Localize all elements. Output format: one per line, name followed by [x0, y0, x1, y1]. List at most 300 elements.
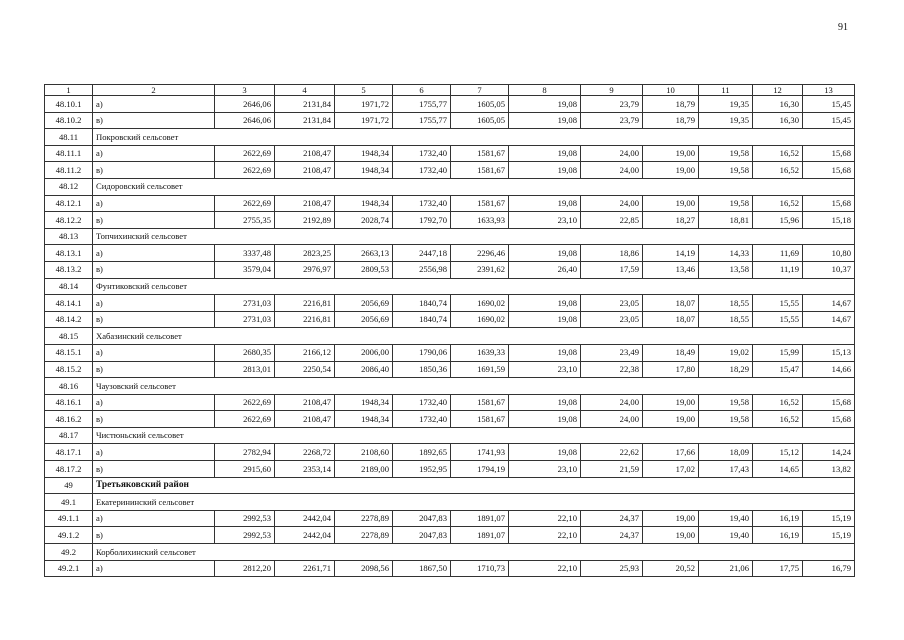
value-cell: 15,19 — [803, 510, 855, 527]
value-cell: 2622,69 — [215, 162, 275, 179]
value-cell: 2809,53 — [335, 261, 393, 278]
value-cell: 1690,02 — [451, 311, 509, 328]
value-cell: 17,02 — [643, 461, 699, 478]
value-cell: 2028,74 — [335, 212, 393, 229]
value-cell: 15,68 — [803, 162, 855, 179]
section-name: Сидоровский сельсовет — [93, 178, 855, 195]
value-cell: 1581,67 — [451, 145, 509, 162]
section-row — [45, 328, 855, 345]
row-code: 48.15.2 — [45, 361, 93, 378]
value-cell: 16,52 — [753, 162, 803, 179]
value-cell: 2731,03 — [215, 311, 275, 328]
value-cell: 15,55 — [753, 311, 803, 328]
value-cell: 18,81 — [699, 212, 753, 229]
row-code: 49.1.1 — [45, 510, 93, 527]
value-cell: 18,07 — [643, 295, 699, 312]
value-cell: 14,67 — [803, 311, 855, 328]
section-name: Топчихинский сельсовет — [93, 228, 855, 245]
value-cell: 19,08 — [509, 344, 581, 361]
value-cell: 24,00 — [581, 145, 643, 162]
table-header-row — [45, 85, 855, 96]
value-cell: 19,08 — [509, 295, 581, 312]
row-code: 48.12.2 — [45, 212, 93, 229]
value-cell: 19,08 — [509, 145, 581, 162]
value-cell: 1581,67 — [451, 195, 509, 212]
header-cell: 6 — [393, 85, 451, 96]
value-cell: 15,19 — [803, 527, 855, 544]
value-cell: 15,96 — [753, 212, 803, 229]
value-cell: 1633,93 — [451, 212, 509, 229]
value-cell: 1971,72 — [335, 96, 393, 113]
row-code: 48.10.2 — [45, 112, 93, 129]
value-cell: 24,37 — [581, 510, 643, 527]
value-cell: 2250,54 — [275, 361, 335, 378]
section-name: Фунтиковский сельсовет — [93, 278, 855, 295]
value-cell: 16,52 — [753, 145, 803, 162]
row-label: а) — [93, 510, 215, 527]
row-code: 49.1 — [45, 494, 93, 511]
row-label: в) — [93, 261, 215, 278]
value-cell: 2108,47 — [275, 394, 335, 411]
value-cell: 2296,46 — [451, 245, 509, 262]
value-cell: 2813,01 — [215, 361, 275, 378]
value-cell: 1605,05 — [451, 96, 509, 113]
section-name: Хабазинский сельсовет — [93, 328, 855, 345]
value-cell: 2108,47 — [275, 145, 335, 162]
header-cell: 9 — [581, 85, 643, 96]
value-cell: 14,67 — [803, 295, 855, 312]
value-cell: 2189,00 — [335, 461, 393, 478]
row-code: 48.16.1 — [45, 394, 93, 411]
row-label: в) — [93, 361, 215, 378]
section-name: Екатерининский сельсовет — [93, 494, 855, 511]
value-cell: 2755,35 — [215, 212, 275, 229]
value-cell: 2166,12 — [275, 344, 335, 361]
section-name: Чистюньский сельсовет — [93, 427, 855, 444]
value-cell: 2782,94 — [215, 444, 275, 461]
value-cell: 13,82 — [803, 461, 855, 478]
value-cell: 19,58 — [699, 195, 753, 212]
value-cell: 1794,19 — [451, 461, 509, 478]
value-cell: 19,08 — [509, 411, 581, 428]
row-label: а) — [93, 295, 215, 312]
value-cell: 1755,77 — [393, 96, 451, 113]
value-cell: 16,30 — [753, 112, 803, 129]
value-cell: 19,00 — [643, 195, 699, 212]
row-label: в) — [93, 461, 215, 478]
value-cell: 17,80 — [643, 361, 699, 378]
value-cell: 23,49 — [581, 344, 643, 361]
table-row — [45, 145, 855, 162]
value-cell: 2622,69 — [215, 145, 275, 162]
value-cell: 19,00 — [643, 394, 699, 411]
value-cell: 2098,56 — [335, 560, 393, 577]
table-row — [45, 361, 855, 378]
value-cell: 2056,69 — [335, 311, 393, 328]
header-cell: 4 — [275, 85, 335, 96]
value-cell: 15,68 — [803, 411, 855, 428]
value-cell: 15,12 — [753, 444, 803, 461]
value-cell: 1639,33 — [451, 344, 509, 361]
section-row — [45, 129, 855, 146]
row-label: в) — [93, 162, 215, 179]
value-cell: 14,33 — [699, 245, 753, 262]
district-row — [45, 477, 855, 494]
value-cell: 20,52 — [643, 560, 699, 577]
value-cell: 22,10 — [509, 510, 581, 527]
value-cell: 19,08 — [509, 162, 581, 179]
value-cell: 3337,48 — [215, 245, 275, 262]
value-cell: 18,49 — [643, 344, 699, 361]
row-code: 48.13.2 — [45, 261, 93, 278]
row-code: 48.17.2 — [45, 461, 93, 478]
table-row — [45, 527, 855, 544]
value-cell: 1732,40 — [393, 195, 451, 212]
section-row — [45, 544, 855, 561]
value-cell: 13,46 — [643, 261, 699, 278]
value-cell: 2108,47 — [275, 411, 335, 428]
value-cell: 2261,71 — [275, 560, 335, 577]
value-cell: 2646,06 — [215, 112, 275, 129]
value-cell: 19,58 — [699, 411, 753, 428]
section-row — [45, 494, 855, 511]
value-cell: 1850,36 — [393, 361, 451, 378]
value-cell: 2268,72 — [275, 444, 335, 461]
value-cell: 24,00 — [581, 195, 643, 212]
value-cell: 22,38 — [581, 361, 643, 378]
value-cell: 15,13 — [803, 344, 855, 361]
value-cell: 21,06 — [699, 560, 753, 577]
value-cell: 24,00 — [581, 394, 643, 411]
value-cell: 23,05 — [581, 311, 643, 328]
table-row — [45, 394, 855, 411]
value-cell: 2442,04 — [275, 510, 335, 527]
row-code: 49.1.2 — [45, 527, 93, 544]
value-cell: 19,08 — [509, 195, 581, 212]
value-cell: 2915,60 — [215, 461, 275, 478]
value-cell: 19,58 — [699, 394, 753, 411]
value-cell: 1840,74 — [393, 311, 451, 328]
value-cell: 16,52 — [753, 394, 803, 411]
value-cell: 2556,98 — [393, 261, 451, 278]
value-cell: 2391,62 — [451, 261, 509, 278]
value-cell: 1790,06 — [393, 344, 451, 361]
row-code: 48.13.1 — [45, 245, 93, 262]
row-label: а) — [93, 394, 215, 411]
value-cell: 2976,97 — [275, 261, 335, 278]
value-cell: 1581,67 — [451, 162, 509, 179]
value-cell: 1948,34 — [335, 145, 393, 162]
value-cell: 1952,95 — [393, 461, 451, 478]
row-label: в) — [93, 212, 215, 229]
header-cell: 3 — [215, 85, 275, 96]
value-cell: 19,58 — [699, 145, 753, 162]
row-code: 48.15 — [45, 328, 93, 345]
value-cell: 2823,25 — [275, 245, 335, 262]
value-cell: 3579,04 — [215, 261, 275, 278]
value-cell: 2992,53 — [215, 527, 275, 544]
value-cell: 18,79 — [643, 112, 699, 129]
value-cell: 2353,14 — [275, 461, 335, 478]
value-cell: 1732,40 — [393, 162, 451, 179]
section-name: Корболихинский сельсовет — [93, 544, 855, 561]
value-cell: 1755,77 — [393, 112, 451, 129]
value-cell: 1891,07 — [451, 527, 509, 544]
value-cell: 2047,83 — [393, 510, 451, 527]
value-cell: 2192,89 — [275, 212, 335, 229]
value-cell: 19,40 — [699, 510, 753, 527]
header-cell: 10 — [643, 85, 699, 96]
row-label: а) — [93, 344, 215, 361]
row-code: 48.14 — [45, 278, 93, 295]
row-label: а) — [93, 96, 215, 113]
table-row — [45, 162, 855, 179]
value-cell: 1971,72 — [335, 112, 393, 129]
value-cell: 2131,84 — [275, 112, 335, 129]
value-cell: 18,27 — [643, 212, 699, 229]
row-code: 48.16.2 — [45, 411, 93, 428]
value-cell: 19,40 — [699, 527, 753, 544]
row-code: 48.15.1 — [45, 344, 93, 361]
row-code: 49.2.1 — [45, 560, 93, 577]
value-cell: 22,85 — [581, 212, 643, 229]
table-body — [45, 96, 855, 577]
value-cell: 17,75 — [753, 560, 803, 577]
value-cell: 15,18 — [803, 212, 855, 229]
value-cell: 18,29 — [699, 361, 753, 378]
district-name: Третьяковский район — [93, 477, 855, 494]
value-cell: 18,55 — [699, 311, 753, 328]
value-cell: 15,68 — [803, 195, 855, 212]
value-cell: 10,80 — [803, 245, 855, 262]
value-cell: 19,08 — [509, 96, 581, 113]
value-cell: 19,00 — [643, 162, 699, 179]
value-cell: 16,19 — [753, 527, 803, 544]
value-cell: 18,09 — [699, 444, 753, 461]
value-cell: 2622,69 — [215, 394, 275, 411]
value-cell: 13,58 — [699, 261, 753, 278]
value-cell: 15,68 — [803, 394, 855, 411]
value-cell: 24,00 — [581, 162, 643, 179]
row-code: 48.12.1 — [45, 195, 93, 212]
row-code: 49 — [45, 477, 93, 494]
value-cell: 1732,40 — [393, 145, 451, 162]
value-cell: 16,30 — [753, 96, 803, 113]
table-row — [45, 461, 855, 478]
value-cell: 17,43 — [699, 461, 753, 478]
value-cell: 14,24 — [803, 444, 855, 461]
row-code: 48.11 — [45, 129, 93, 146]
value-cell: 10,37 — [803, 261, 855, 278]
value-cell: 23,10 — [509, 461, 581, 478]
table-row — [45, 510, 855, 527]
value-cell: 15,47 — [753, 361, 803, 378]
value-cell: 19,08 — [509, 112, 581, 129]
value-cell: 1732,40 — [393, 394, 451, 411]
row-label: а) — [93, 444, 215, 461]
value-cell: 23,79 — [581, 112, 643, 129]
table-row — [45, 560, 855, 577]
value-cell: 16,52 — [753, 195, 803, 212]
value-cell: 15,68 — [803, 145, 855, 162]
row-code: 48.11.2 — [45, 162, 93, 179]
value-cell: 21,59 — [581, 461, 643, 478]
value-cell: 23,10 — [509, 361, 581, 378]
value-cell: 22,10 — [509, 527, 581, 544]
table-row — [45, 444, 855, 461]
value-cell: 1581,67 — [451, 394, 509, 411]
row-code: 48.13 — [45, 228, 93, 245]
value-cell: 18,79 — [643, 96, 699, 113]
value-cell: 19,02 — [699, 344, 753, 361]
value-cell: 23,79 — [581, 96, 643, 113]
table-row — [45, 195, 855, 212]
section-name: Покровский сельсовет — [93, 129, 855, 146]
value-cell: 2216,81 — [275, 311, 335, 328]
value-cell: 2006,00 — [335, 344, 393, 361]
page-number: 91 — [838, 22, 848, 33]
value-cell: 1792,70 — [393, 212, 451, 229]
value-cell: 2663,13 — [335, 245, 393, 262]
row-code: 48.14.2 — [45, 311, 93, 328]
value-cell: 1892,65 — [393, 444, 451, 461]
row-code: 48.16 — [45, 378, 93, 395]
value-cell: 16,52 — [753, 411, 803, 428]
value-cell: 18,86 — [581, 245, 643, 262]
section-name: Чаузовский сельсовет — [93, 378, 855, 395]
header-cell: 12 — [753, 85, 803, 96]
value-cell: 1948,34 — [335, 162, 393, 179]
value-cell: 22,10 — [509, 560, 581, 577]
section-row — [45, 178, 855, 195]
table-row — [45, 411, 855, 428]
row-label: в) — [93, 112, 215, 129]
value-cell: 2622,69 — [215, 411, 275, 428]
section-row — [45, 427, 855, 444]
value-cell: 2131,84 — [275, 96, 335, 113]
value-cell: 1605,05 — [451, 112, 509, 129]
value-cell: 14,66 — [803, 361, 855, 378]
value-cell: 2622,69 — [215, 195, 275, 212]
value-cell: 1581,67 — [451, 411, 509, 428]
value-cell: 26,40 — [509, 261, 581, 278]
value-cell: 1948,34 — [335, 411, 393, 428]
value-cell: 2992,53 — [215, 510, 275, 527]
value-cell: 19,35 — [699, 96, 753, 113]
row-label: а) — [93, 145, 215, 162]
table-row — [45, 212, 855, 229]
value-cell: 2646,06 — [215, 96, 275, 113]
header-cell: 8 — [509, 85, 581, 96]
value-cell: 1891,07 — [451, 510, 509, 527]
row-label: в) — [93, 411, 215, 428]
value-cell: 1690,02 — [451, 295, 509, 312]
table-row — [45, 245, 855, 262]
value-cell: 19,08 — [509, 394, 581, 411]
value-cell: 24,00 — [581, 411, 643, 428]
value-cell: 18,55 — [699, 295, 753, 312]
value-cell: 14,19 — [643, 245, 699, 262]
value-cell: 2731,03 — [215, 295, 275, 312]
table-row — [45, 261, 855, 278]
row-code: 48.11.1 — [45, 145, 93, 162]
value-cell: 16,19 — [753, 510, 803, 527]
row-label: в) — [93, 527, 215, 544]
row-code: 48.17.1 — [45, 444, 93, 461]
value-cell: 1741,93 — [451, 444, 509, 461]
value-cell: 1732,40 — [393, 411, 451, 428]
value-cell: 15,99 — [753, 344, 803, 361]
row-code: 48.12 — [45, 178, 93, 195]
header-cell: 5 — [335, 85, 393, 96]
value-cell: 2056,69 — [335, 295, 393, 312]
value-cell: 19,00 — [643, 145, 699, 162]
row-label: а) — [93, 195, 215, 212]
value-cell: 15,55 — [753, 295, 803, 312]
value-cell: 22,62 — [581, 444, 643, 461]
value-cell: 2442,04 — [275, 527, 335, 544]
value-cell: 1710,73 — [451, 560, 509, 577]
value-cell: 19,58 — [699, 162, 753, 179]
value-cell: 17,59 — [581, 261, 643, 278]
tariff-table — [44, 84, 855, 577]
row-code: 49.2 — [45, 544, 93, 561]
value-cell: 19,08 — [509, 311, 581, 328]
row-code: 48.14.1 — [45, 295, 93, 312]
table-row — [45, 295, 855, 312]
value-cell: 19,00 — [643, 527, 699, 544]
row-label: в) — [93, 311, 215, 328]
value-cell: 2108,60 — [335, 444, 393, 461]
table-row — [45, 112, 855, 129]
value-cell: 2216,81 — [275, 295, 335, 312]
value-cell: 15,45 — [803, 112, 855, 129]
value-cell: 2812,20 — [215, 560, 275, 577]
value-cell: 2278,89 — [335, 510, 393, 527]
value-cell: 24,37 — [581, 527, 643, 544]
section-row — [45, 278, 855, 295]
table-row — [45, 311, 855, 328]
header-cell: 1 — [45, 85, 93, 96]
value-cell: 2108,47 — [275, 162, 335, 179]
value-cell: 2680,35 — [215, 344, 275, 361]
value-cell: 15,45 — [803, 96, 855, 113]
value-cell: 1948,34 — [335, 195, 393, 212]
value-cell: 25,93 — [581, 560, 643, 577]
value-cell: 2047,83 — [393, 527, 451, 544]
value-cell: 19,35 — [699, 112, 753, 129]
row-code: 48.10.1 — [45, 96, 93, 113]
value-cell: 11,19 — [753, 261, 803, 278]
row-code: 48.17 — [45, 427, 93, 444]
value-cell: 14,65 — [753, 461, 803, 478]
value-cell: 2086,40 — [335, 361, 393, 378]
value-cell: 18,07 — [643, 311, 699, 328]
value-cell: 23,10 — [509, 212, 581, 229]
value-cell: 1948,34 — [335, 394, 393, 411]
header-cell: 13 — [803, 85, 855, 96]
value-cell: 2108,47 — [275, 195, 335, 212]
row-label: а) — [93, 245, 215, 262]
value-cell: 19,08 — [509, 245, 581, 262]
value-cell: 11,69 — [753, 245, 803, 262]
value-cell: 1840,74 — [393, 295, 451, 312]
row-label: а) — [93, 560, 215, 577]
value-cell: 2278,89 — [335, 527, 393, 544]
value-cell: 23,05 — [581, 295, 643, 312]
table-row — [45, 96, 855, 113]
value-cell: 1691,59 — [451, 361, 509, 378]
